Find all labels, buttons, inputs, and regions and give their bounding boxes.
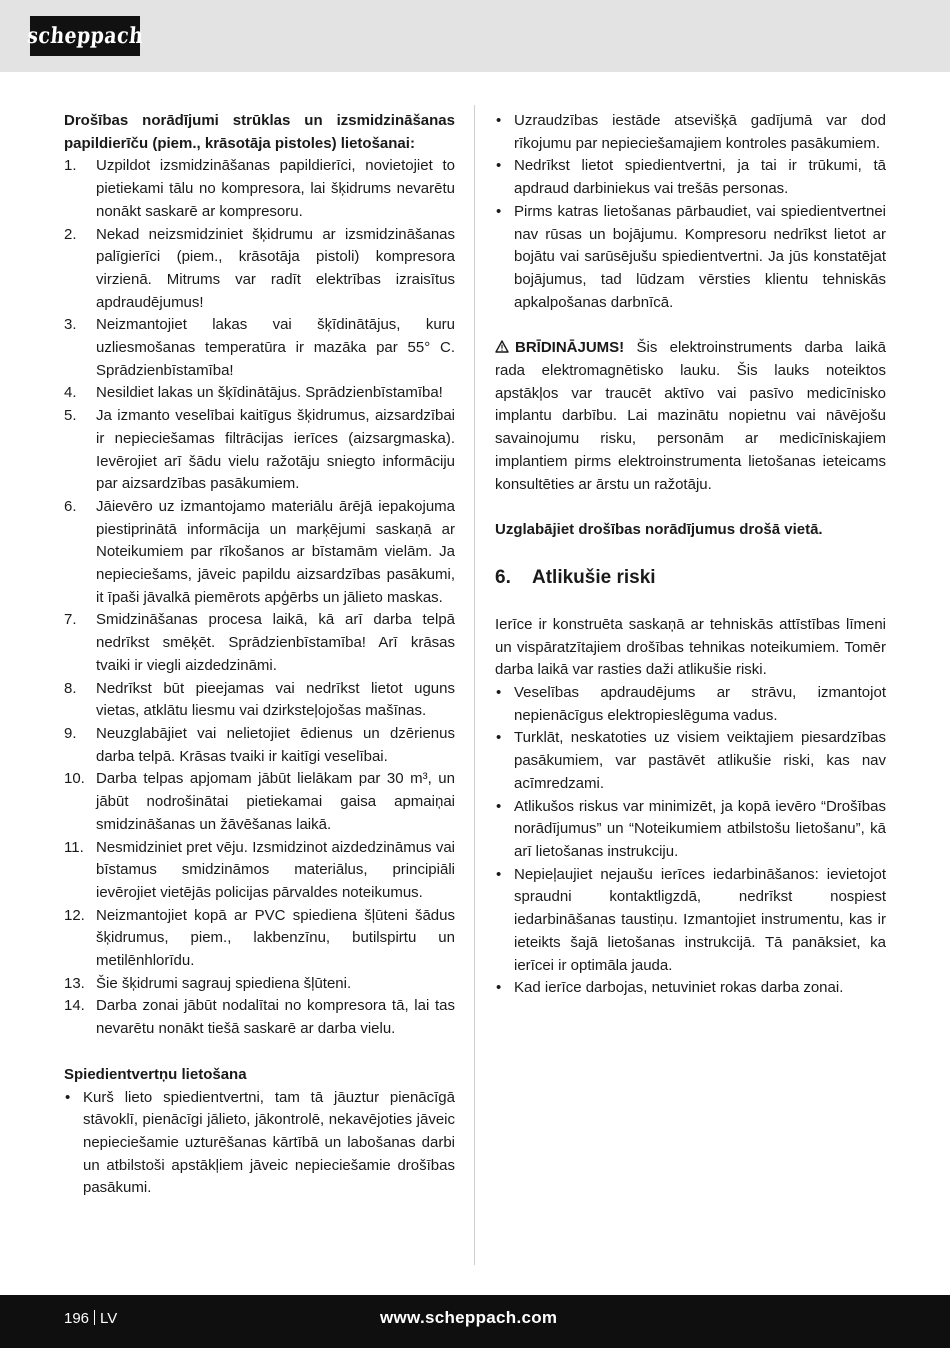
warning-paragraph xyxy=(495,337,886,496)
footer-bar xyxy=(0,1295,950,1348)
chapter-number: 6. xyxy=(495,566,511,588)
footer-separator xyxy=(94,1310,95,1325)
language-code: LV xyxy=(100,1310,118,1327)
list-item: • Nepieļaujiet nejaušu ierīces iedarbināšanos: ievietojot spraudni kontaktligzdā, nedrīkst nospiest iedarbināšanas taustiņu. Izmantojiet instrumentu, kas ir ieteikts šajā lietošanas instrukcijā. Tā panāksiet, ka ierīcei ir optimāla jauda. xyxy=(496,865,886,974)
brand-logo-text: scheppach xyxy=(25,23,145,49)
list-item: 7. Smidzināšanas procesa laikā, kā arī darba telpā nedrīkst smēķēt. Sprādzienbīstamība! Arī krāsas tvaiki ir viegli aizdedzināmi. xyxy=(64,611,455,674)
pressure-vessel-list-continued xyxy=(495,110,886,314)
section-title-spray-safety: Drošības norādījumi strūklas un izsmidzināšanas papildierīču (piem., krāsotāja pistoles) lietošanai: xyxy=(64,112,455,152)
pressure-vessel-list xyxy=(64,1087,455,1201)
list-item: • Atlikušos riskus var minimizēt, ja kopā ievēro “Drošības norādījumus” un “Noteikumiem atbilstošu lietošanu”, kā arī lietošanas instrukciju. xyxy=(496,797,886,860)
list-item: 3. Neizmantojiet lakas vai šķīdinātājus, kuru uzliesmošanas temperatūra ir mazāka par 55° C. Sprādzienbīstamība! xyxy=(64,316,455,379)
list-item: 1. Uzpildot izsmidzināšanas papildierīci, novietojiet to pietiekami tālu no kompresora, lai šķidrums nevarētu nonākt saskarē ar kompresoru. xyxy=(64,157,455,220)
list-item: • Pirms katras lietošanas pārbaudiet, vai spiedientvertnei nav rūsas un bojājumu. Kompresoru nedrīkst lietot ar bojātu vai sarūsējušu spiedientvertni. Ja jūs konstatējat bojājumus, tad lūdzam vērsties klientu tehniskās apkalpošanas darbnīcā. xyxy=(496,202,886,311)
list-item: • Kad ierīce darbojas, netuviniet rokas darba zonai. xyxy=(496,979,844,997)
warning-text: Šis elektroinstruments darba laikā rada elektromagnētisko lauku. Šis lauks noteiktos apstākļos var traucēt aktīvo vai pasīvo medicīnisko implantu darbību. Lai mazinātu nopietnu vai nāvējošu savainojumu risku, personām ar medicīniskajiem implantiem pirms elektroinstrumenta lietošanas ieteicams konsultēties ar ārstu un ražotāju. xyxy=(495,339,886,493)
list-item: • Nedrīkst lietot spiedientvertni, ja tai ir trūkumi, tā apdraud darbiniekus vai trešās personas. xyxy=(496,157,886,198)
list-item: 4. Nesildiet lakas un šķīdinātājus. Sprādzienbīstamība! xyxy=(64,384,443,402)
list-item: 11. Nesmidziniet pret vēju. Izsmidzinot aizdedzināmus vai bīstamus smidzināmos materiālus, principiāli ievērojiet vietējās policijas pārvaldes noteikumus. xyxy=(64,838,455,901)
left-column xyxy=(64,110,455,1200)
right-column xyxy=(495,110,886,1000)
chapter-heading xyxy=(495,565,886,591)
page-number: 196 xyxy=(64,1310,90,1327)
list-item: 6. Jāievēro uz izmantojamo materiālu ārējā iepakojuma piestiprinātā informācija un marķējumi saskaņā ar Noteikumiem par rīkošanos ar bīstamām vielām. Ja nepieciešams, jāveic papildu aizsardzības pasākumi, it īpaši jāvalkā piemērots apģērbs un jālieto maskas. xyxy=(64,497,455,606)
list-item: 10. Darba telpas apjomam jābūt lielākam par 30 m³, un jābūt nodrošinātai pietiekamai gaisa apmaiņai smidzināšanas un žāvēšanas laikā. xyxy=(64,770,455,833)
list-item: 8. Nedrīkst būt pieejamas vai nedrīkst lietot uguns vietas, atklātu liesmu vai dzirksteļojošas mašīnas. xyxy=(64,679,455,720)
page-indicator xyxy=(64,1310,117,1327)
list-item: • Turklāt, neskatoties uz visiem veiktajiem piesardzības pasākumiem, var pastāvēt atlikušie riski, kas nav acīmredzami. xyxy=(496,729,886,792)
column-divider xyxy=(474,105,475,1265)
list-item: 5. Ja izmanto veselībai kaitīgus šķidrumus, aizsardzībai ir nepieciešamas filtrācijas ierīces (aizsargmaska). Ievērojiet arī šādu vielu ražotāju sniegto informāciju par aizsardzības pasākumiem. xyxy=(64,407,455,493)
residual-risks-list xyxy=(495,682,886,1000)
residual-risks-intro: Ierīce ir konstruēta saskaņā ar tehniskās attīstības līmeni un vispāratzītajiem drošības tehnikas noteikumiem. Tomēr darba laikā var rasties daži atlikušie riski. xyxy=(495,615,886,679)
chapter-title: Atlikušie riski xyxy=(532,566,656,588)
warning-label: BRĪDINĀJUMS! xyxy=(515,339,625,357)
warning-triangle-icon xyxy=(495,340,509,353)
list-item: 13. Šie šķidrumi sagrauj spiediena šļūteni. xyxy=(64,974,352,992)
list-item: • Uzraudzības iestāde atsevišķā gadījumā var dod rīkojumu par nepieciešamajiem kontroles pasākumiem. xyxy=(496,112,886,152)
list-item: • Veselības apdraudējums ar strāvu, izmantojot nepienācīgus elektropieslēguma vadus. xyxy=(496,684,886,724)
list-item: 12. Neizmantojiet kopā ar PVC spiediena šļūteni šādus šķidrumus, piem., lakbenzīnu, butilspirtu un metilēnhlorīdu. xyxy=(64,906,455,970)
list-item: 14. Darba zonai jābūt nodalītai no kompresora tā, lai tas nevarētu nonākt tiešā saskarē ar darba vielu. xyxy=(64,997,455,1038)
brand-logo xyxy=(25,16,145,56)
section-title-pressure-vessel: Spiedientvertņu lietošana xyxy=(64,1065,247,1083)
list-item: 9. Neuzglabājiet vai nelietojiet ēdienus un dzērienus darba telpā. Krāsas tvaiki ir kaitīgi veselībai. xyxy=(64,724,455,765)
list-item: 2. Nekad neizsmidziniet šķidrumu ar izsmidzināšanas palīgierīci (piem., krāsotāja pistoli) kompresora virzienā. Mitrums var radīt elektrības izraisītus apdraudējumus! xyxy=(64,225,455,311)
website-link[interactable]: www.scheppach.com xyxy=(380,1308,558,1327)
list-item: • Kurš lieto spiedientvertni, tam tā jāuztur pienācīgā stāvoklī, pienācīgi jālieto, jākontrolē, nekavējoties jāveic nepieciešamie uzturēšanas kārtībā un labošanas darbi un atbilstoši apstākļiem jāveic nepieciešamie drošības pasākumi. xyxy=(65,1088,455,1197)
spray-safety-list xyxy=(64,155,455,1040)
keep-instructions-note: Uzglabājiet drošības norādījumus drošā vietā. xyxy=(495,521,823,539)
